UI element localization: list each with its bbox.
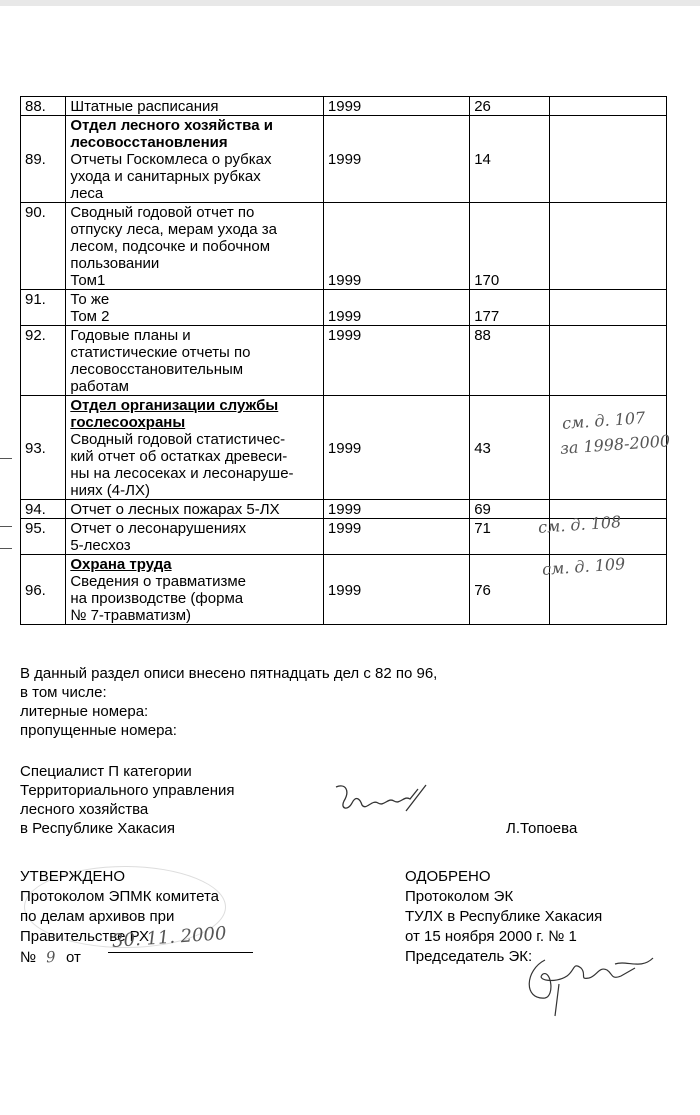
endorsed-line: ТУЛХ в Республике Хакасия xyxy=(405,908,603,925)
section-heading: Отдел лесного хозяйства и лесовосстановления xyxy=(70,117,273,151)
case-title xyxy=(66,326,324,396)
handwritten-stamp-number: 9 xyxy=(45,947,57,967)
case-title-line: кий отчет об остатках древеси- xyxy=(70,448,288,465)
case-title-line: Отчет о лесонарушениях xyxy=(70,520,247,537)
case-title-line: Том1 xyxy=(70,272,106,289)
endorsed-line: от 15 ноября 2000 г. № 1 xyxy=(405,928,577,945)
case-sheet-count: 69 xyxy=(470,500,549,519)
case-sheet-count: 88 xyxy=(470,326,549,396)
case-title-line: Штатные расписания xyxy=(70,98,219,115)
case-title-line: Годовые планы и xyxy=(70,327,191,344)
case-title-line: лесом, подсочке и побочном xyxy=(70,238,271,255)
table-row xyxy=(21,203,667,290)
summary-line: пропущенные номера: xyxy=(20,722,177,739)
case-title xyxy=(66,97,324,116)
table-row xyxy=(21,290,667,326)
summary-line: В данный раздел описи внесено пятнадцать дел с 82 по 96, xyxy=(20,665,438,682)
case-title-line: Сведения о травматизме xyxy=(70,573,246,590)
case-title-line: Том 2 xyxy=(70,308,110,325)
case-year: 1999 xyxy=(323,116,469,203)
case-title xyxy=(66,519,324,555)
case-number: 88. xyxy=(21,97,66,116)
case-title xyxy=(66,116,324,203)
case-title-line: ниях (4-ЛХ) xyxy=(70,482,150,499)
case-title-line: Отчет о лесных пожарах 5-ЛХ xyxy=(70,501,280,518)
handwritten-note-93-line2: за 1998-2000 xyxy=(559,431,671,458)
case-title-line: ны на лесосеках и лесонаруше- xyxy=(70,465,294,482)
case-note xyxy=(549,290,666,326)
approved-line: по делам архивов при xyxy=(20,908,175,925)
case-year: 1999 xyxy=(323,500,469,519)
case-title-line: ухода и санитарных рубках xyxy=(70,168,261,185)
case-title xyxy=(66,203,324,290)
case-title-line: Сводный годовой отчет по xyxy=(70,204,255,221)
case-number: 95. xyxy=(21,519,66,555)
section-summary xyxy=(20,664,520,740)
case-title xyxy=(66,500,324,519)
signatory-line: Территориального управления xyxy=(20,782,235,799)
case-note xyxy=(549,97,666,116)
case-number: 96. xyxy=(21,555,66,625)
signatory-line: лесного хозяйства xyxy=(20,801,149,818)
case-sheet-count: 14 xyxy=(470,116,549,203)
case-title xyxy=(66,396,324,500)
case-title-line: на производстве (форма xyxy=(70,590,244,607)
case-title-line: отпуску леса, мерам ухода за xyxy=(70,221,277,238)
case-title-line: Отчеты Госкомлеса о рубках xyxy=(70,151,272,168)
case-year: 1999 xyxy=(323,396,469,500)
margin-mark xyxy=(0,548,12,549)
signatory-line: в Республике Хакасия xyxy=(20,820,175,837)
case-sheet-count: 71 xyxy=(470,519,549,555)
summary-line: в том числе: xyxy=(20,684,107,701)
case-sheet-count: 43 xyxy=(470,396,549,500)
table-row xyxy=(21,97,667,116)
case-year: 1999 xyxy=(323,97,469,116)
signatory-name: Л.Топоева xyxy=(506,820,578,837)
handwritten-note-94: см. д. 108 xyxy=(537,512,622,537)
section-heading: Охрана труда xyxy=(70,556,172,573)
case-note xyxy=(549,326,666,396)
summary-line: литерные номера: xyxy=(20,703,149,720)
margin-mark xyxy=(0,458,12,459)
case-title-line: лесовосстановительным xyxy=(70,361,244,378)
endorsed-title: ОДОБРЕНО xyxy=(405,868,491,885)
case-title xyxy=(66,555,324,625)
approved-number-line xyxy=(20,947,270,968)
handwritten-stamp-date: 30. 11. 2000 xyxy=(111,923,228,952)
case-number: 93. xyxy=(21,396,66,500)
case-year: 1999 xyxy=(323,519,469,555)
case-title-line: статистические отчеты по xyxy=(70,344,251,361)
case-note xyxy=(549,203,666,290)
inventory-table xyxy=(20,96,667,625)
handwritten-note-93-line1: см. д. 107 xyxy=(561,408,646,433)
signatory-block xyxy=(20,762,320,838)
handwritten-note-95: см. д. 109 xyxy=(541,554,626,579)
case-number: 91. xyxy=(21,290,66,326)
table-row xyxy=(21,116,667,203)
date-underline xyxy=(108,952,253,953)
case-title-line: работам xyxy=(70,378,129,395)
approved-title: УТВЕРЖДЕНО xyxy=(20,868,126,885)
case-title xyxy=(66,290,324,326)
case-year: 1999 xyxy=(323,326,469,396)
case-title-line: 5-лесхоз xyxy=(70,537,131,554)
case-number: 89. xyxy=(21,116,66,203)
case-sheet-count: 76 xyxy=(470,555,549,625)
margin-mark xyxy=(0,526,12,527)
case-year: 1999 xyxy=(323,203,469,290)
endorsed-line: Протоколом ЭК xyxy=(405,888,514,905)
section-heading: Отдел организации службы гослесоохраны xyxy=(70,397,279,431)
scan-edge xyxy=(0,0,700,6)
case-title-line: пользовании xyxy=(70,255,160,272)
case-title-line: Сводный годовой статистичес- xyxy=(70,431,286,448)
number-prefix: № xyxy=(20,949,37,966)
approved-line: Протоколом ЭПМК комитета xyxy=(20,888,219,905)
case-number: 90. xyxy=(21,203,66,290)
table-row xyxy=(21,326,667,396)
signatory-line: Специалист П категории xyxy=(20,763,192,780)
case-number: 92. xyxy=(21,326,66,396)
case-note xyxy=(549,116,666,203)
date-prefix: от xyxy=(65,949,81,966)
signature-topoeva xyxy=(326,781,436,821)
signature-chairman xyxy=(515,940,665,1020)
case-year: 1999 xyxy=(323,290,469,326)
case-sheet-count: 170 xyxy=(470,203,549,290)
case-title-line: № 7-травматизм) xyxy=(70,607,192,624)
case-sheet-count: 26 xyxy=(470,97,549,116)
case-year: 1999 xyxy=(323,555,469,625)
case-title-line: То же xyxy=(70,291,110,308)
case-title-line: леса xyxy=(70,185,104,202)
case-number: 94. xyxy=(21,500,66,519)
approved-line: Правительстве РХ xyxy=(20,928,149,945)
inventory-table-body xyxy=(21,97,667,625)
case-sheet-count: 177 xyxy=(470,290,549,326)
endorsed-line: Председатель ЭК: xyxy=(405,948,533,965)
